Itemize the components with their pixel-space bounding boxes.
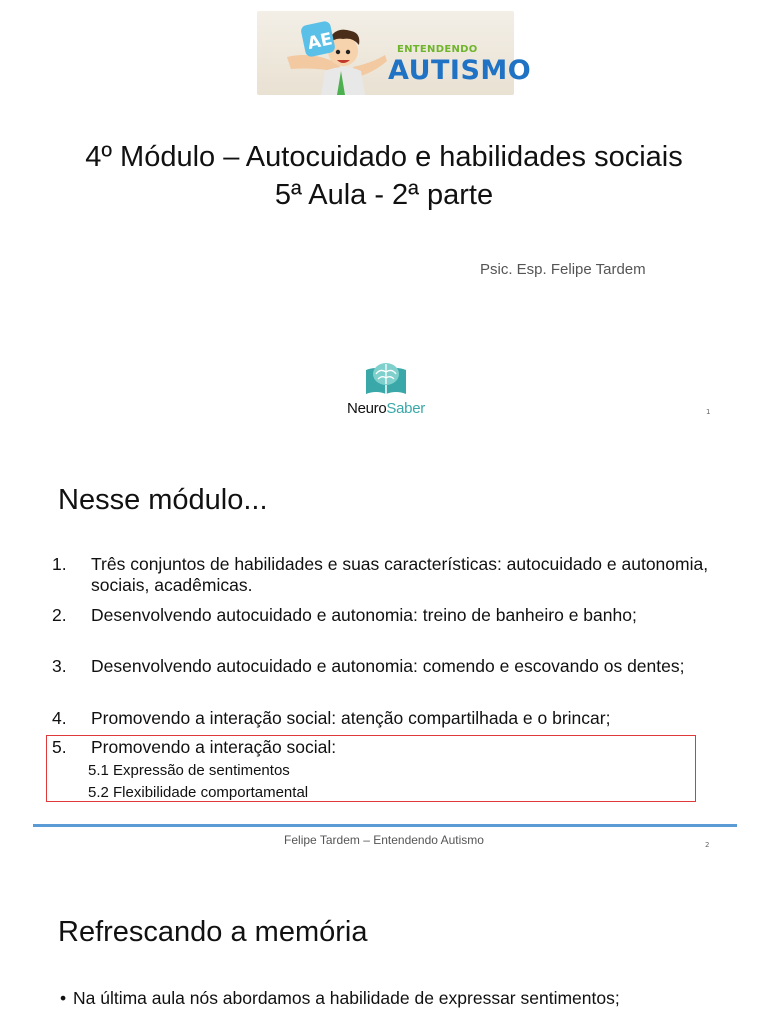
brain-book-icon xyxy=(364,360,408,396)
entendendo-autismo-banner xyxy=(257,11,532,95)
recap-slide xyxy=(0,870,768,1024)
list-text: Desenvolvendo autocuidado e autonomia: treino de banheiro e banho; xyxy=(91,605,637,625)
neurosaber-wordmark xyxy=(338,400,434,417)
list-text: Promovendo a interação social: atenção compartilhada e o brincar; xyxy=(91,708,611,728)
lesson-title: 5ª Aula - 2ª parte xyxy=(274,179,494,211)
list-text: Três conjuntos de habilidades e suas características: autocuidado e autonomia, sociais, acadêmicas. xyxy=(91,554,709,595)
list-text: Desenvolvendo autocuidado e autonomia: comendo e escovando os dentes; xyxy=(91,656,685,676)
neurosaber-logo xyxy=(338,360,434,417)
list-number: 1. xyxy=(52,554,67,574)
bullet-dot: • xyxy=(60,988,67,1008)
logo-neuro: Neuro xyxy=(347,400,387,417)
list-number: 5. xyxy=(52,737,67,757)
list-number: 3. xyxy=(52,656,67,676)
banner-subtitle: ENTENDENDO xyxy=(397,44,478,55)
list-text: Promovendo a interação social: xyxy=(91,737,337,757)
page-number: 1 xyxy=(706,408,711,416)
footer-divider xyxy=(33,824,737,827)
ae-badge-text: AE xyxy=(305,29,335,55)
sub-item: 5.1 Expressão de sentimentos xyxy=(88,762,290,779)
page-number: 2 xyxy=(705,841,710,849)
title-slide xyxy=(0,0,768,440)
slide-heading: Nesse módulo... xyxy=(58,484,268,516)
list-number: 2. xyxy=(52,605,67,625)
module-overview-slide xyxy=(0,440,768,870)
logo-saber: Saber xyxy=(386,400,425,417)
module-title: 4º Módulo – Autocuidado e habilidades sociais xyxy=(85,141,683,173)
banner-title: AUTISMO xyxy=(388,55,532,86)
list-number: 4. xyxy=(52,708,67,728)
ae-badge-icon xyxy=(300,20,336,58)
sub-item: 5.2 Flexibilidade comportamental xyxy=(88,784,309,801)
slide-footer: Felipe Tardem – Entendendo Autismo xyxy=(284,833,484,847)
author-name: Psic. Esp. Felipe Tardem xyxy=(480,261,646,278)
bullet-text: Na última aula nós abordamos a habilidade de expressar sentimentos; xyxy=(73,988,620,1008)
slide-heading: Refrescando a memória xyxy=(58,916,368,948)
